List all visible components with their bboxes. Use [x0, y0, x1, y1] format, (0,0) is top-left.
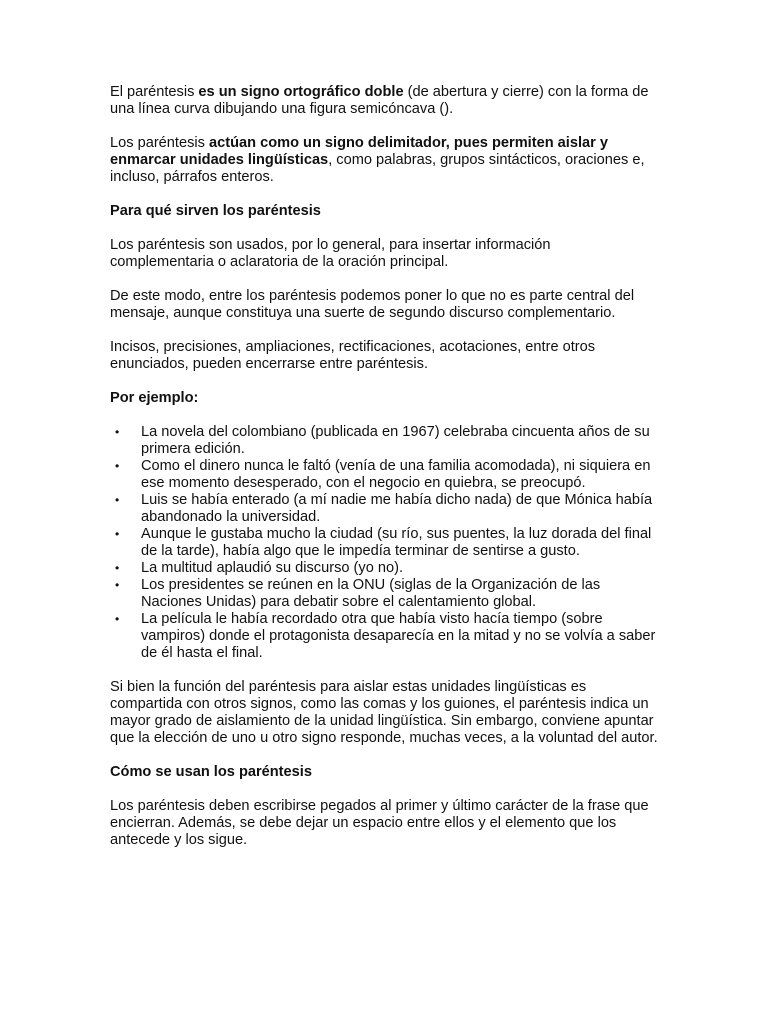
list-item-text: Como el dinero nunca le faltó (venía de una familia acomodada), ni siquiera en ese momento desesperado, con el negocio en quiebra, se preocupó.	[141, 458, 651, 491]
bullet-icon: •	[115, 561, 120, 575]
list-item	[110, 611, 658, 662]
text-span: Los paréntesis	[110, 135, 209, 151]
list-item	[110, 458, 658, 492]
paragraph-usage: Los paréntesis son usados, por lo general, para insertar información complementaria o aclaratoria de la oración principal.	[110, 237, 551, 270]
list-item-text: La película le había recordado otra que había visto hacía tiempo (sobre vampiros) donde el protagonista desaparecía en la mitad y no se volvía a saber de él hasta el final.	[141, 611, 656, 661]
paragraph-definition	[110, 84, 658, 118]
section-heading-how-to-use: Cómo se usan los paréntesis	[110, 764, 312, 780]
paragraph-enclosures: Incisos, precisiones, ampliaciones, rectificaciones, acotaciones, entre otros enunciados, pueden encerrarse entre paréntesis.	[110, 339, 596, 372]
list-item	[110, 424, 658, 458]
list-item	[110, 577, 658, 611]
text-span: , como palabras, grupos sintácticos, oraciones e, incluso, párrafos enteros.	[110, 152, 645, 185]
paragraph-comparison: Si bien la función del paréntesis para aislar estas unidades lingüísticas es compartida con otros signos, como las comas y los guiones, el paréntesis indica un mayor grado de aislamiento de la unidad lingüística. Sin embargo, conviene apuntar que la elección de uno u otro signo responde, muchas veces, a la voluntad del autor.	[110, 679, 658, 746]
list-item-text: Aunque le gustaba mucho la ciudad (su río, sus puentes, la luz dorada del final de la tarde), había algo que le impedía terminar de sentirse a gusto.	[141, 526, 652, 559]
bullet-icon: •	[115, 425, 120, 439]
section-heading-uses: Para qué sirven los paréntesis	[110, 203, 321, 219]
paragraph-central-message: De este modo, entre los paréntesis podemos poner lo que no es parte central del mensaje, aunque constituya una suerte de segundo discurso complementario.	[110, 288, 635, 321]
list-item	[110, 492, 658, 526]
list-item-text: La multitud aplaudió su discurso (yo no).	[141, 560, 404, 576]
bold-text: actúan como un signo delimitador, pues permiten aislar y enmarcar unidades lingüísticas	[110, 135, 608, 168]
list-item-text: Los presidentes se reúnen en la ONU (siglas de la Organización de las Naciones Unidas) para debatir sobre el calentamiento global.	[141, 577, 601, 610]
text-span: (de abertura y cierre) con la forma de una línea curva dibujando una figura semicóncava ().	[110, 84, 649, 117]
text-span: El paréntesis	[110, 84, 199, 100]
paragraph-function	[110, 135, 658, 186]
list-item-text: La novela del colombiano (publicada en 1967) celebraba cincuenta años de su primera edición.	[141, 424, 650, 457]
bold-text: es un signo ortográfico doble	[198, 84, 404, 100]
bullet-icon: •	[115, 493, 120, 507]
list-item	[110, 526, 658, 560]
document-page	[110, 84, 658, 866]
bullet-icon: •	[115, 612, 120, 626]
list-item	[110, 560, 658, 577]
paragraph-spacing-rules: Los paréntesis deben escribirse pegados al primer y último carácter de la frase que encierran. Además, se debe dejar un espacio entre ellos y el elemento que los antecede y los sigue.	[110, 798, 649, 848]
list-item-text: Luis se había enterado (a mí nadie me había dicho nada) de que Mónica había abandonado la universidad.	[141, 492, 653, 525]
bullet-icon: •	[115, 578, 120, 592]
section-heading-examples: Por ejemplo:	[110, 390, 199, 406]
bullet-icon: •	[115, 459, 120, 473]
bullet-icon: •	[115, 527, 120, 541]
examples-list	[110, 424, 658, 662]
